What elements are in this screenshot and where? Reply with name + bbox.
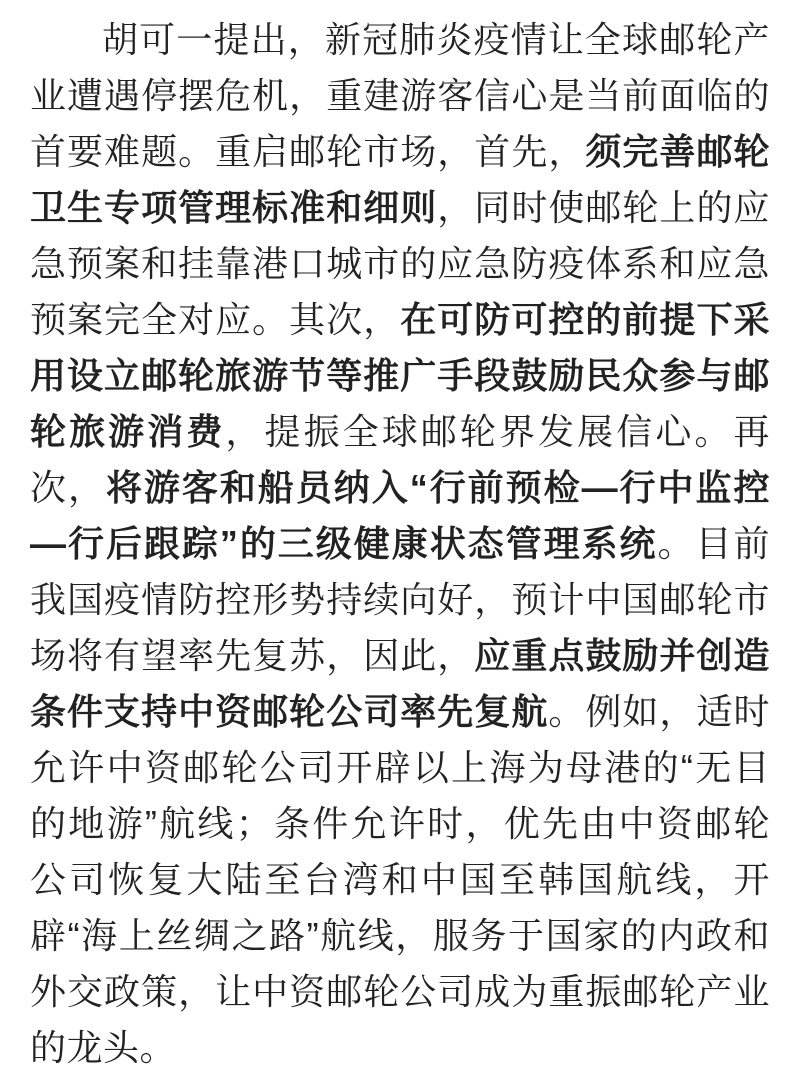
text-run: 。目前我国疫情防控形势持续向好，预计中国邮轮市场将有望率先复苏，因此，	[30, 523, 770, 676]
text-run-bold: 应重点鼓励并创造条件支持中资邮轮公司率先复航	[30, 635, 770, 732]
text-run-bold: 将游客和船员纳入“行前预检—行中监控—行后跟踪”的三级健康状态管理系统	[30, 467, 770, 564]
text-run-bold: 在可防可控的前提下采用设立邮轮旅游节等推广手段鼓励民众参与邮轮旅游消费	[30, 299, 770, 452]
text-run: 。例如，适时允许中资邮轮公司开辟以上海为母港的“无目的地游”航线；条件允许时，优先由中资邮轮公司恢复大陆至台湾和中国至韩国航线，开辟“海上丝绸之路”航线，服务于国家的内政和外交政策，让中资邮轮公司成为重振邮轮产业的龙头。	[30, 691, 770, 1068]
text-run-bold: 须完善邮轮卫生专项管理标准和细则	[30, 131, 770, 228]
article-paragraph	[30, 12, 770, 1076]
text-run: ，提振全球邮轮界发展信心。再次，	[30, 411, 770, 508]
text-run: ，同时使邮轮上的应急预案和挂靠港口城市的应急防疫体系和应急预案完全对应。其次，	[30, 187, 770, 340]
text-run: 胡可一提出，新冠肺炎疫情让全球邮轮产业遭遇停摆危机，重建游客信心是当前面临的首要难题。重启邮轮市场，首先，	[30, 19, 770, 172]
